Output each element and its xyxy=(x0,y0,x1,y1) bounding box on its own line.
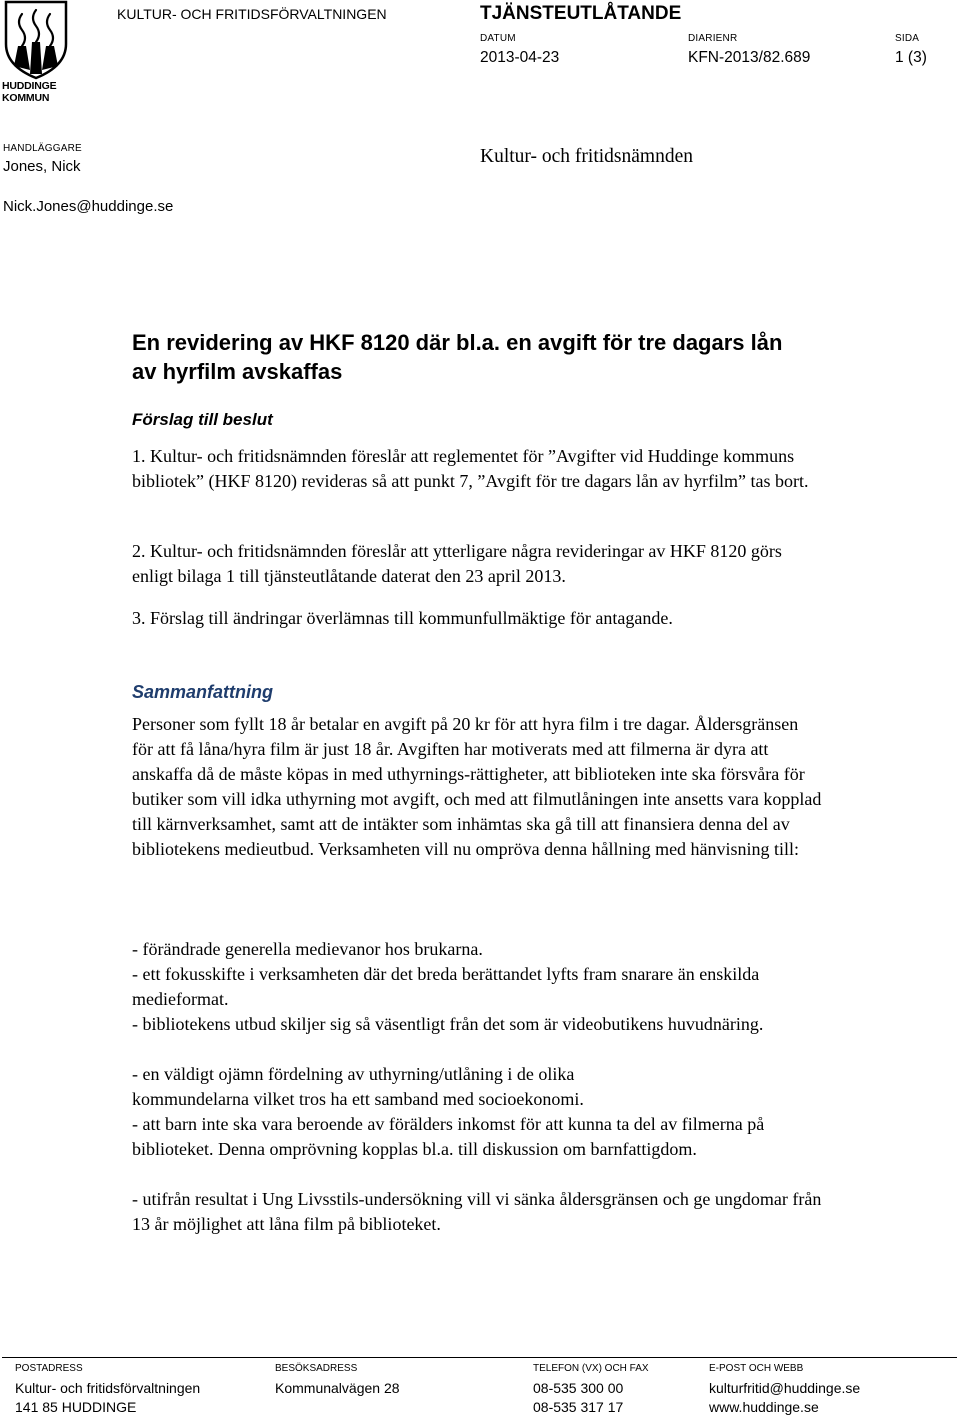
footer-web-label: E-POST OCH WEBB xyxy=(709,1363,804,1374)
footer-postal-label: POSTADRESS xyxy=(15,1363,83,1374)
proposal-item-2: 2. Kultur- och fritidsnämnden föreslår att ytterligare några revideringar av HKF 8120 görs enligt bilaga 1 till tjänsteutlåtande daterat den 23 april 2013. xyxy=(132,541,782,586)
document-title: En revidering av HKF 8120 där bl.a. en avgift för tre dagars lån av hyrfilm avskaffas xyxy=(132,330,783,384)
recipient: Kultur- och fritidsnämnden xyxy=(480,146,693,167)
document-type: TJÄNSTEUTLÅTANDE xyxy=(480,3,682,24)
coat-of-arms-icon xyxy=(0,0,72,80)
summary-bullet-4: - en väldigt ojämn fördelning av uthyrning/utlåning i de olika kommundelarna vilket tros ha ett samband med socioekonomi. xyxy=(132,1064,584,1109)
summary-paragraph: Personer som fyllt 18 år betalar en avgift på 20 kr för att hyra film i tre dagar. Åldersgränsen för att få låna/hyra film är just 18 år. Avgiften har motiverats med att filmerna är dyra att anskaffa då de måste köpas in med uthyrnings-rättigheter, att biblioteken inte ska försvåra för butiker som vill idka uthyrning mot avgift, och med att filmutlåningen inte ansetts vara kopplad till kärnverksamhet, samt att de intäkter som inhämtas ska gå till att finansiera denna del av bibliotekens medieutbud. Verksamheten vill nu ompröva denna hållning med hänvisning till: xyxy=(132,714,822,859)
summary-bullet-3: - bibliotekens utbud skiljer sig så väsentligt från det som är videobutikens huvudnäring. xyxy=(132,1014,764,1034)
summary-bullet-5: - att barn inte ska vara beroende av förälders inkomst för att kunna ta del av filmerna på biblioteket. Denna omprövning kopplas bl.a. till diskussion om barnfattigdom. xyxy=(132,1114,765,1159)
logo-line-2: KOMMUN xyxy=(2,92,50,104)
date-label: DATUM xyxy=(480,33,516,44)
diary-label: DIARIENR xyxy=(688,33,738,44)
summary-bullet-6: - utifrån resultat i Ung Livsstils-undersökning vill vi sänka åldersgränsen och ge ungdomar från 13 år möjlighet att låna film på biblioteket. xyxy=(132,1189,822,1234)
footer-phone-line-2: 08-535 317 17 xyxy=(533,1399,624,1415)
footer-postal-line-2: 141 85 HUDDINGE xyxy=(15,1399,137,1415)
proposal-item-3: 3. Förslag till ändringar överlämnas till kommunfullmäktige för antagande. xyxy=(132,608,673,628)
summary-heading: Sammanfattning xyxy=(132,682,274,702)
handler-label: HANDLÄGGARE xyxy=(3,143,82,154)
page-value: 1 (3) xyxy=(895,49,927,66)
footer-website-link[interactable]: www.huddinge.se xyxy=(709,1399,819,1415)
footer-email-link[interactable]: kulturfritid@huddinge.se xyxy=(709,1380,861,1396)
footer-phone-label: TELEFON (VX) OCH FAX xyxy=(533,1363,649,1374)
date-value: 2013-04-23 xyxy=(480,49,560,66)
handler-email: Nick.Jones@huddinge.se xyxy=(3,198,174,215)
footer-postal-line-1: Kultur- och fritidsförvaltningen xyxy=(15,1380,201,1396)
logo-line-1: HUDDINGE xyxy=(2,80,57,92)
footer-visit-label: BESÖKSADRESS xyxy=(275,1363,358,1374)
footer-visit-line-1: Kommunalvägen 28 xyxy=(275,1380,400,1396)
summary-bullet-2: - ett fokusskifte i verksamheten där det breda berättandet lyfts fram snarare än enskilda medieformat. xyxy=(132,964,760,1009)
municipality-logo xyxy=(0,0,72,108)
summary-bullet-1: - förändrade generella medievanor hos brukarna. xyxy=(132,939,483,959)
footer-phone-line-1: 08-535 300 00 xyxy=(533,1380,624,1396)
proposal-item-1: 1. Kultur- och fritidsnämnden föreslår att reglementet för ”Avgifter vid Huddinge kommuns bibliotek” (HKF 8120) revideras så att punkt 7, ”Avgift för tre dagars lån av hyrfilm” tas bort. xyxy=(132,446,809,491)
footer-divider xyxy=(2,1357,957,1358)
department-name: KULTUR- OCH FRITIDSFÖRVALTNINGEN xyxy=(117,6,387,22)
handler-name: Jones, Nick xyxy=(3,158,81,175)
diary-value: KFN-2013/82.689 xyxy=(688,49,811,66)
proposal-heading: Förslag till beslut xyxy=(132,410,273,429)
page-label: SIDA xyxy=(895,33,920,44)
